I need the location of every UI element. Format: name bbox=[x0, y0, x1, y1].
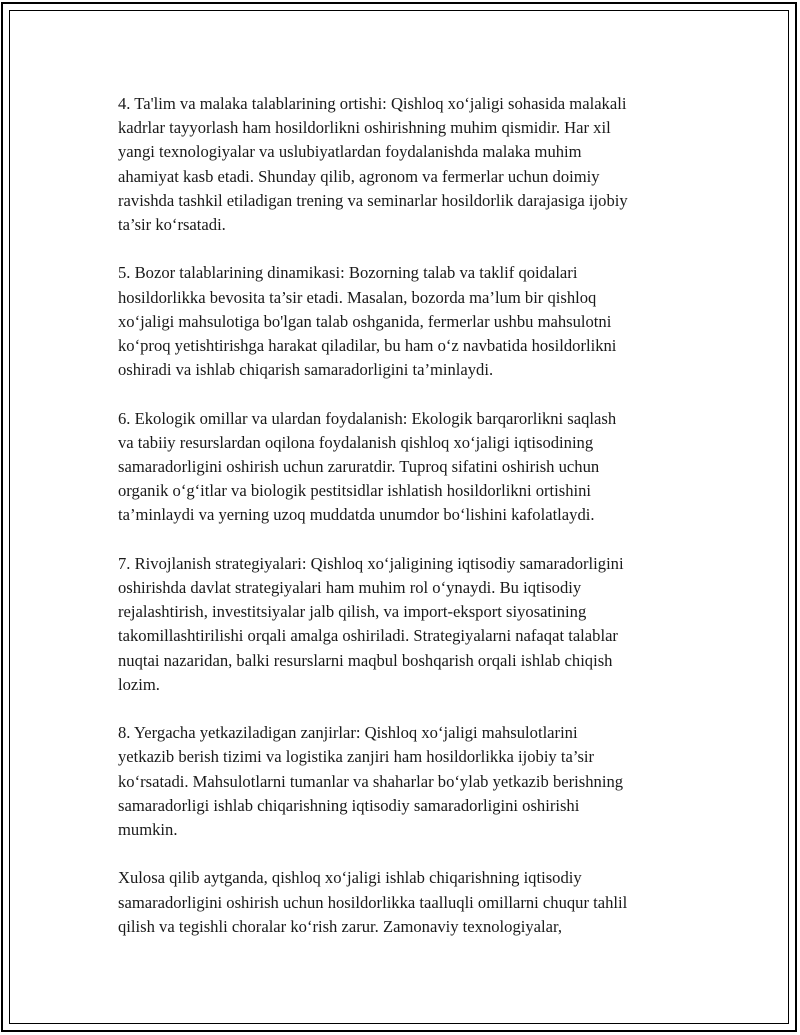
paragraph-conclusion bbox=[118, 866, 693, 939]
text-line: va tabiiy resurslardan oqilona foydalanish qishloq xo‘jaligi iqtisodining bbox=[118, 432, 594, 452]
text-line: samaradorligini oshirish uchun zaruratdir. Tuproq sifatini oshirish uchun bbox=[118, 457, 600, 477]
text-line: oshirishda davlat strategiyalari ham muhim rol o‘ynaydi. Bu iqtisodiy bbox=[118, 578, 582, 598]
text-line: organik o‘g‘itlar va biologik pestitsidlar ishlatish hosildorlikni ortishini bbox=[118, 481, 592, 501]
text-line: 8. Yergacha yetkaziladigan zanjirlar: Qishloq xo‘jaligi mahsulotlarini bbox=[118, 723, 578, 743]
text-line: yangi texnologiyalar va uslubiyatlardan foydalanishda malaka muhim bbox=[118, 142, 582, 162]
paragraph-8-supply-chains bbox=[118, 721, 693, 842]
text-line: 4. Ta'lim va malaka talablarining ortishi: Qishloq xo‘jaligi sohasida malakali bbox=[118, 94, 627, 113]
text-line: samaradorligi ishlab chiqarishning iqtisodiy samaradorligini oshirishi bbox=[118, 795, 580, 815]
text-line: 7. Rivojlanish strategiyalari: Qishloq xo‘jaligining iqtisodiy samaradorligini bbox=[118, 553, 624, 573]
text-line: qilish va tegishli choralar ko‘rish zarur. Zamonaviy texnologiyalar, bbox=[118, 916, 563, 936]
text-line: nuqtai nazaridan, balki resurslarni maqbul boshqarish orqali ishlab chiqish bbox=[118, 650, 613, 670]
text-line: ta’minlaydi va yerning uzoq muddatda unumdor bo‘lishini kafolatlaydi. bbox=[118, 505, 595, 525]
text-line: yetkazib berish tizimi va logistika zanjiri ham hosildorlikka ijobiy ta’sir bbox=[118, 747, 595, 767]
text-line: oshiradi va ishlab chiqarish samaradorligini ta’minlaydi. bbox=[118, 360, 494, 380]
text-line: 5. Bozor talablarining dinamikasi: Bozorning talab va taklif qoidalari bbox=[118, 263, 578, 283]
paragraph-5-market bbox=[118, 261, 693, 382]
paragraph-4-education bbox=[118, 92, 693, 237]
paragraph-6-ecology bbox=[118, 407, 693, 528]
text-line: ko‘proq yetishtirishga harakat qiladilar, bu ham o‘z navbatida hosildorlikni bbox=[118, 336, 617, 356]
text-line: hosildorlikka bevosita ta’sir etadi. Masalan, bozorda ma’lum bir qishloq bbox=[118, 287, 597, 307]
text-line: lozim. bbox=[118, 674, 160, 694]
text-line: xo‘jaligi mahsulotiga bo'lgan talab oshganida, fermerlar ushbu mahsulotni bbox=[118, 311, 612, 331]
text-line: ko‘rsatadi. Mahsulotlarni tumanlar va shaharlar bo‘ylab yetkazib berishning bbox=[118, 771, 624, 791]
text-line: takomillashtirilishi orqali amalga oshiriladi. Strategiyalarni nafaqat talablar bbox=[118, 626, 618, 646]
text-line: ravishda tashkil etiladigan trening va seminarlar hosildorlik darajasiga ijobiy bbox=[118, 190, 628, 210]
text-line: ta’sir ko‘rsatadi. bbox=[118, 215, 226, 235]
text-line: samaradorligini oshirish uchun hosildorlikka taalluqli omillarni chuqur tahlil bbox=[118, 892, 628, 912]
text-line: mumkin. bbox=[118, 820, 178, 840]
document-body bbox=[118, 92, 693, 963]
text-line: rejalashtirish, investitsiyalar jalb qilish, va import-eksport siyosatining bbox=[118, 602, 587, 622]
paragraph-7-strategies bbox=[118, 552, 693, 697]
text-line: ahamiyat kasb etadi. Shunday qilib, agronom va fermerlar uchun doimiy bbox=[118, 166, 600, 186]
text-line: 6. Ekologik omillar va ulardan foydalanish: Ekologik barqarorlikni saqlash bbox=[118, 408, 617, 428]
text-line: Xulosa qilib aytganda, qishloq xo‘jaligi ishlab chiqarishning iqtisodiy bbox=[118, 868, 582, 888]
text-line: kadrlar tayyorlash ham hosildorlikni oshirishning muhim qismidir. Har xil bbox=[118, 118, 611, 138]
